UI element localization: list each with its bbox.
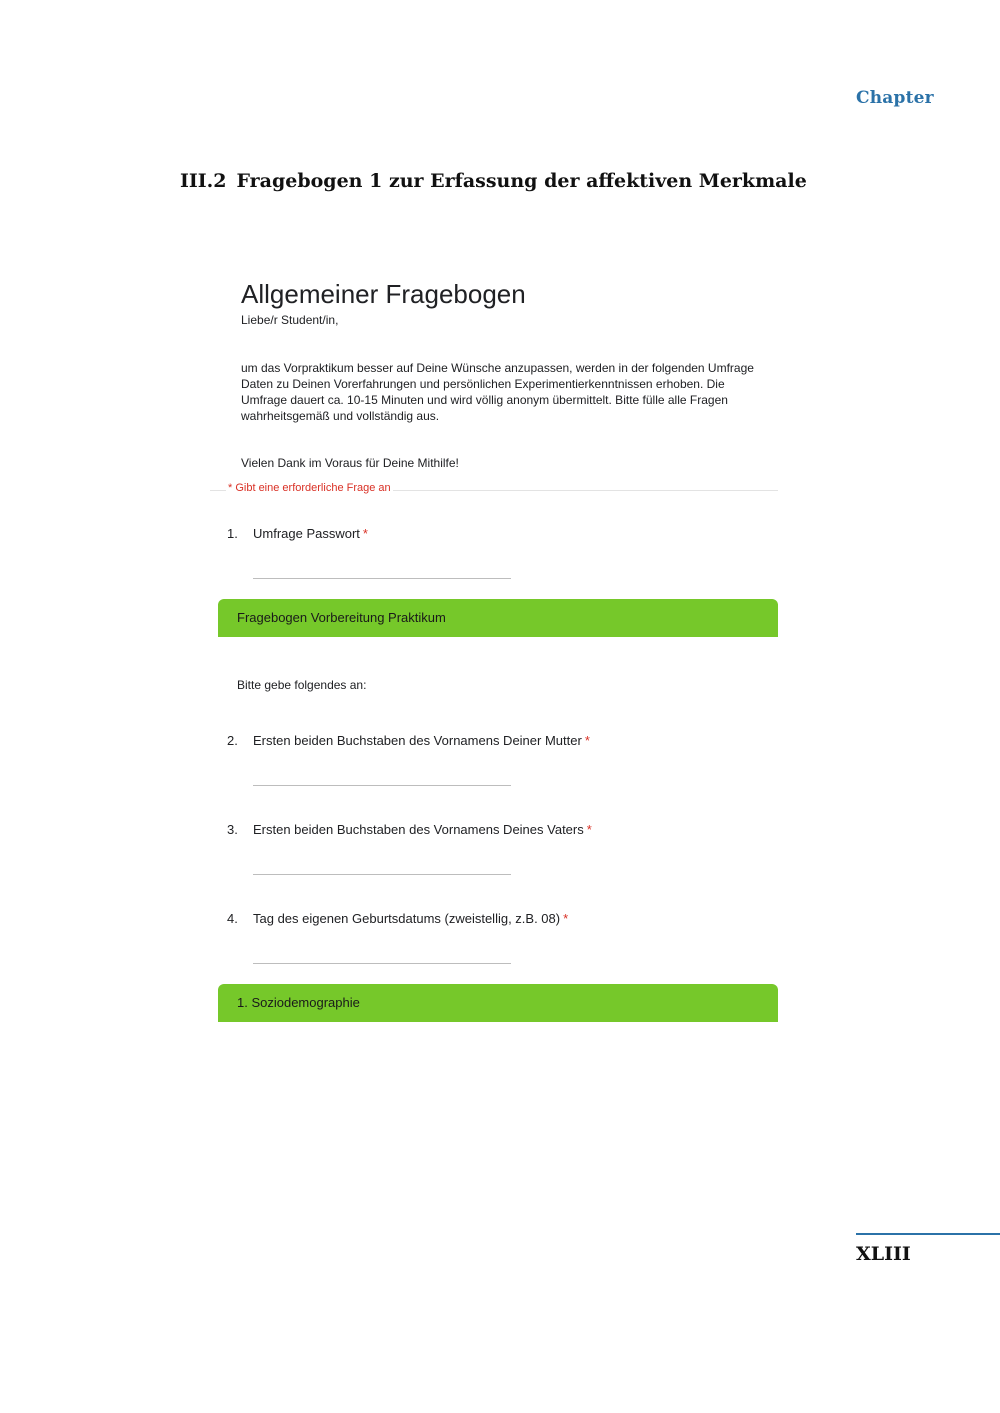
form-thanks: Vielen Dank im Voraus für Deine Mithilfe! <box>241 456 459 470</box>
required-note: * Gibt eine erforderliche Frage an <box>228 482 391 494</box>
section-heading <box>180 170 807 192</box>
section-title: Fragebogen 1 zur Erfassung der affektiven Merkmale <box>236 170 807 192</box>
question-number: 1. <box>227 526 238 541</box>
form-greeting: Liebe/r Student/in, <box>241 313 339 327</box>
chapter-label: Chapter <box>856 88 934 108</box>
form-intro: um das Vorpraktikum besser auf Deine Wünsche anzupassen, werden in der folgenden Umfrage Daten zu Deinen Vorerfahrungen und persönlichen Experimentierkenntnissen erhoben. Die Umfrage dauert ca. 10-15 Minuten und wird völlig anonym übermittelt. Bitte fülle alle Fragen wahrheitsgemäß und vollständig aus. <box>241 361 754 423</box>
answer-input-father-initials[interactable] <box>253 874 511 875</box>
answer-input-birth-day[interactable] <box>253 963 511 964</box>
question-label: Umfrage Passwort * <box>253 526 368 541</box>
question-1 <box>227 526 787 586</box>
footer-rule <box>856 1233 1000 1235</box>
question-3 <box>227 822 787 882</box>
required-star: * <box>584 733 590 748</box>
form-title: Allgemeiner Fragebogen <box>241 279 526 309</box>
section-header-title: 1. Soziodemographie <box>237 995 360 1010</box>
question-number: 2. <box>227 733 238 748</box>
page-number: XLIII <box>856 1243 911 1265</box>
answer-input-password[interactable] <box>253 578 511 579</box>
section-header-vorbereitung <box>218 599 778 637</box>
required-star: * <box>563 911 569 926</box>
question-4 <box>227 911 787 971</box>
section-instruction: Bitte gebe folgendes an: <box>237 678 367 692</box>
required-star: * <box>586 822 592 837</box>
required-star: * <box>362 526 368 541</box>
question-number: 4. <box>227 911 238 926</box>
question-label: Ersten beiden Buchstaben des Vornamens Deiner Mutter * <box>253 733 590 748</box>
answer-input-mother-initials[interactable] <box>253 785 511 786</box>
question-number: 3. <box>227 822 238 837</box>
question-2 <box>227 733 787 793</box>
section-header-title: Fragebogen Vorbereitung Praktikum <box>237 610 446 625</box>
section-number: III.2 <box>180 170 227 192</box>
question-label: Ersten beiden Buchstaben des Vornamens Deines Vaters * <box>253 822 592 837</box>
question-label: Tag des eigenen Geburtsdatums (zweistellig, z.B. 08) * <box>253 911 569 926</box>
section-header-soziodemographie <box>218 984 778 1022</box>
